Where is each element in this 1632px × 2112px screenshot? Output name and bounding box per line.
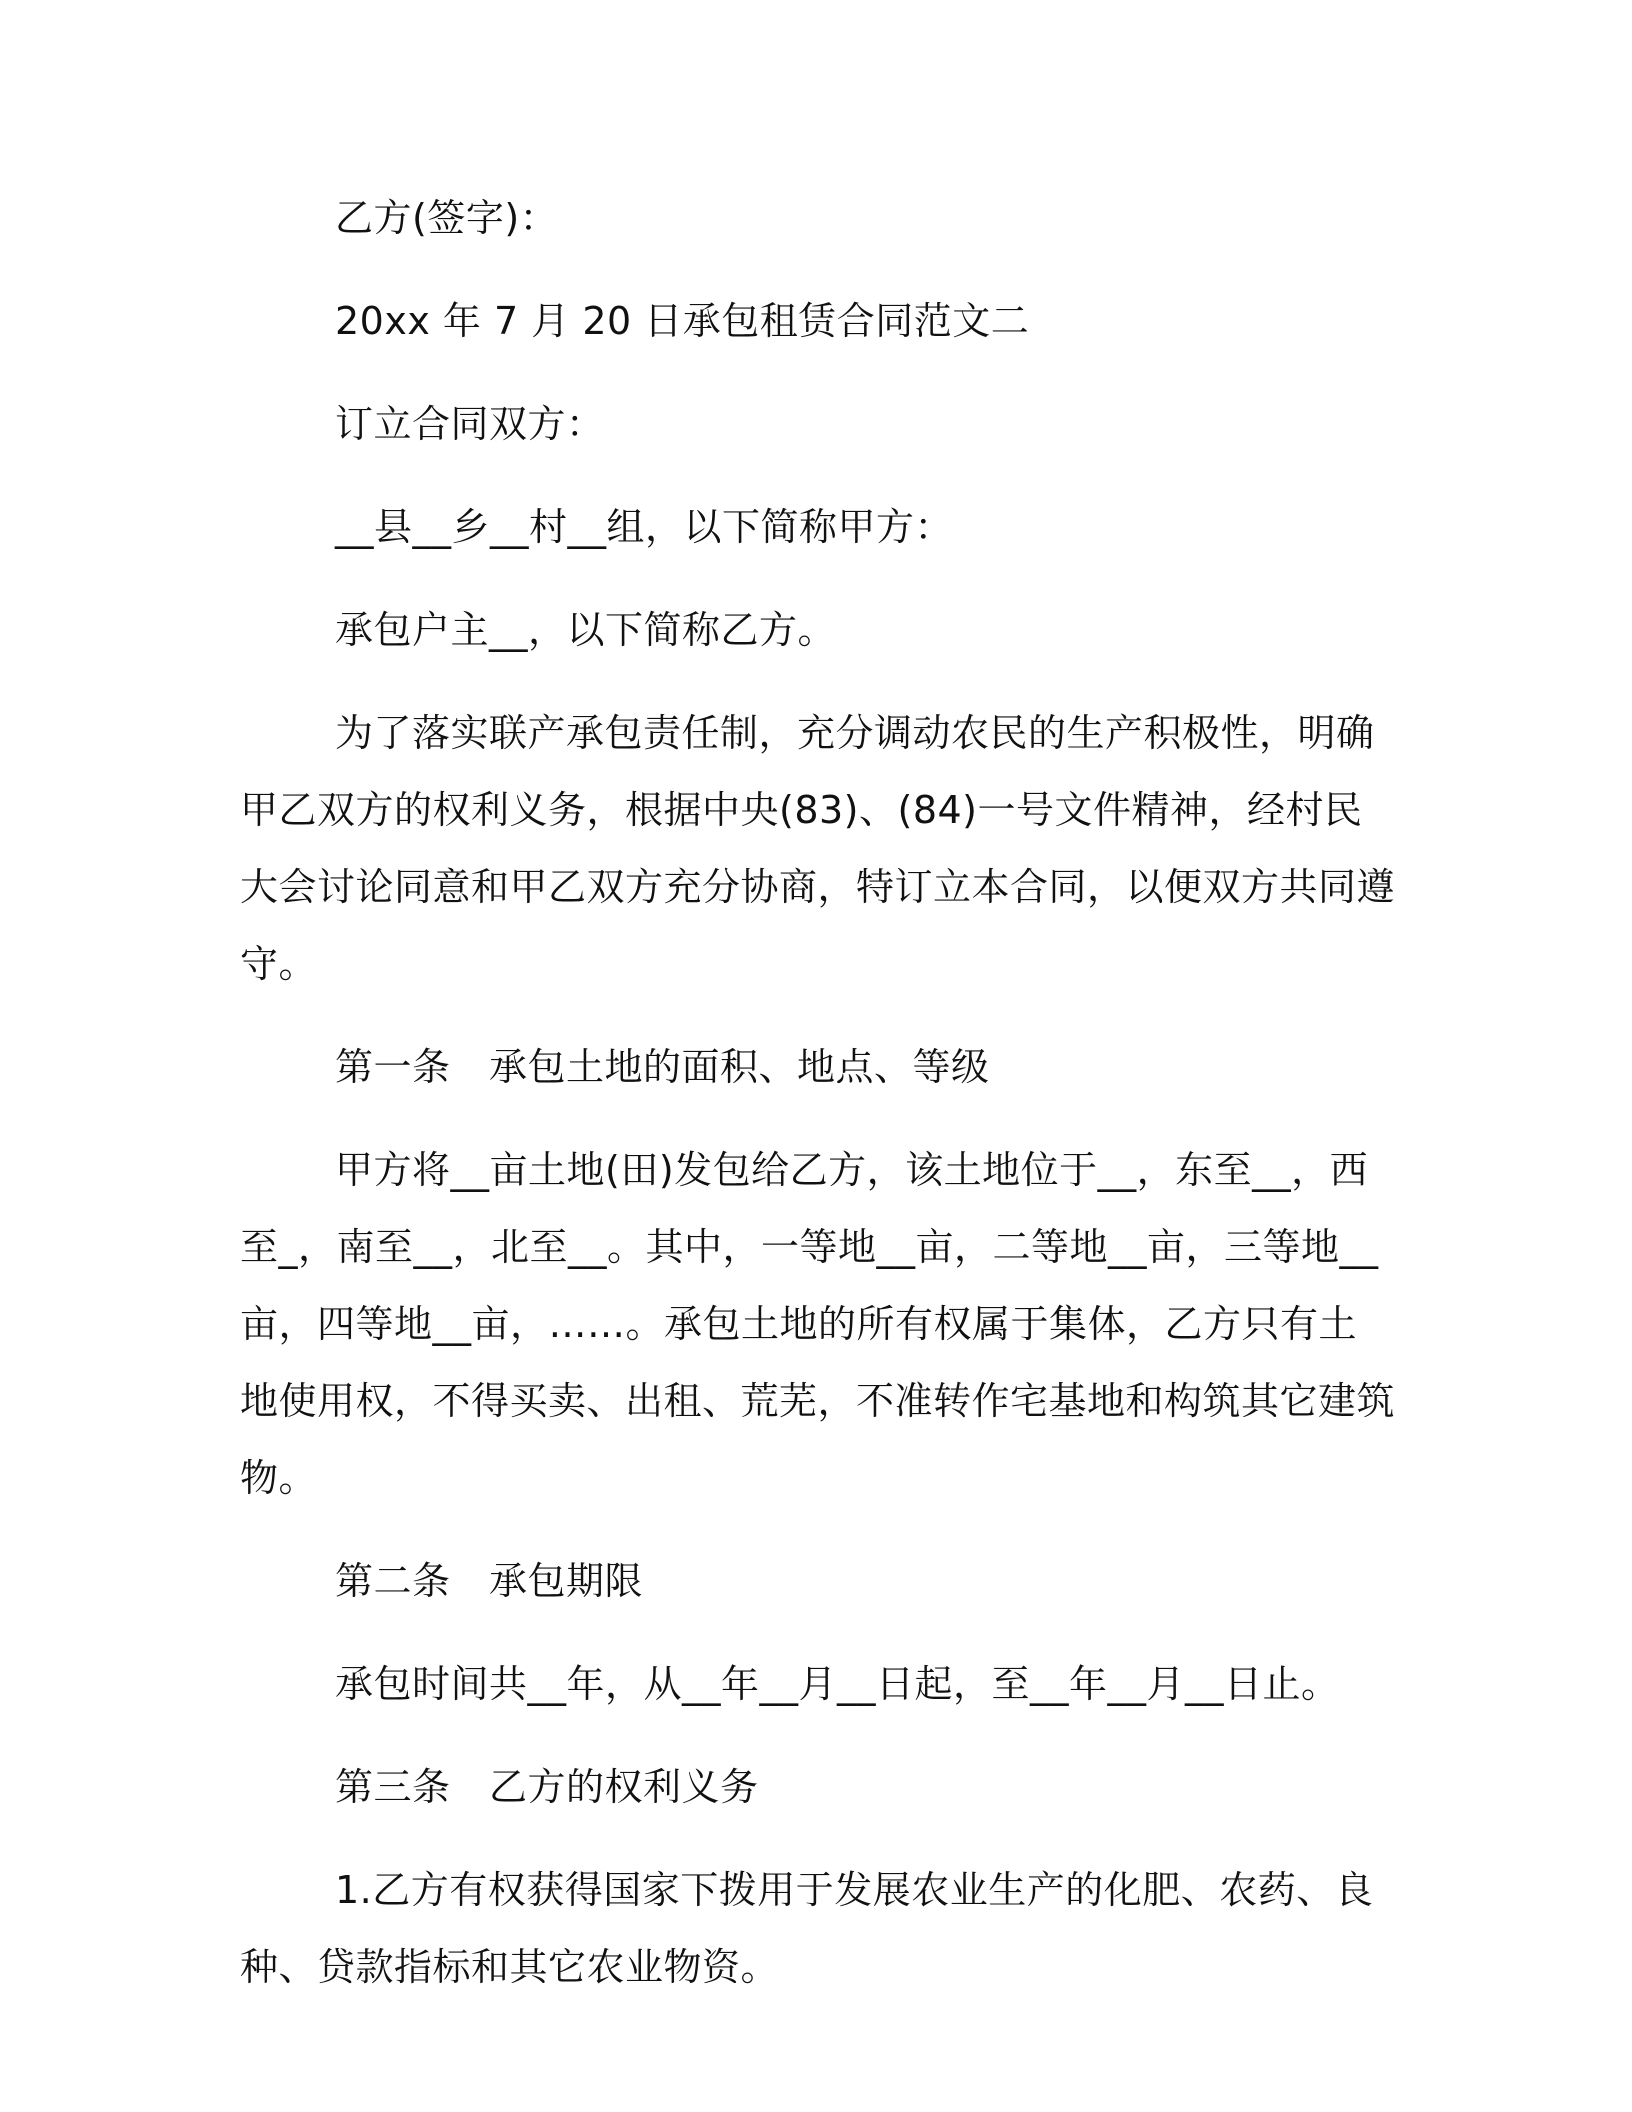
document-body <box>240 180 1395 2032</box>
contracting-parties-heading: 订立合同双方： <box>335 402 605 446</box>
article-3-item-1: 1.乙方有权获得国家下拨用于发展农业生产的化肥、农药、良种、贷款指标和其它农业物资。 <box>240 1868 1374 1989</box>
party-b-line: 承包户主__，以下简称乙方。 <box>335 608 837 652</box>
article-1-body: 甲方将__亩土地(田)发包给乙方，该土地位于__，东至__，西至_，南至__，北至__。其中，一等地__亩，二等地__亩，三等地__亩，四等地__亩，……。承包土地的所有权属于集体，乙方只有土地使用权，不得买卖、出租、荒芜，不准转作宅基地和构筑其它建筑物。 <box>240 1148 1396 1500</box>
article-2-heading: 第二条 承包期限 <box>335 1559 644 1603</box>
preamble-paragraph: 为了落实联产承包责任制，充分调动农民的生产积极性，明确甲乙双方的权利义务，根据中央(83)、(84)一号文件精神，经村民大会讨论同意和甲乙双方充分协商，特订立本合同，以便双方共同遵守。 <box>240 711 1396 986</box>
article-1-heading: 第一条 承包土地的面积、地点、等级 <box>335 1045 990 1089</box>
signature-line-party-b: 乙方(签字)： <box>335 196 559 240</box>
article-2-body: 承包时间共__年，从__年__月__日起，至__年__月__日止。 <box>335 1662 1340 1706</box>
party-a-line: __县__乡__村__组，以下简称甲方： <box>335 505 954 549</box>
date-and-title-line: 20xx 年 7 月 20 日承包租赁合同范文二 <box>335 299 1030 343</box>
article-3-heading: 第三条 乙方的权利义务 <box>335 1765 759 1809</box>
